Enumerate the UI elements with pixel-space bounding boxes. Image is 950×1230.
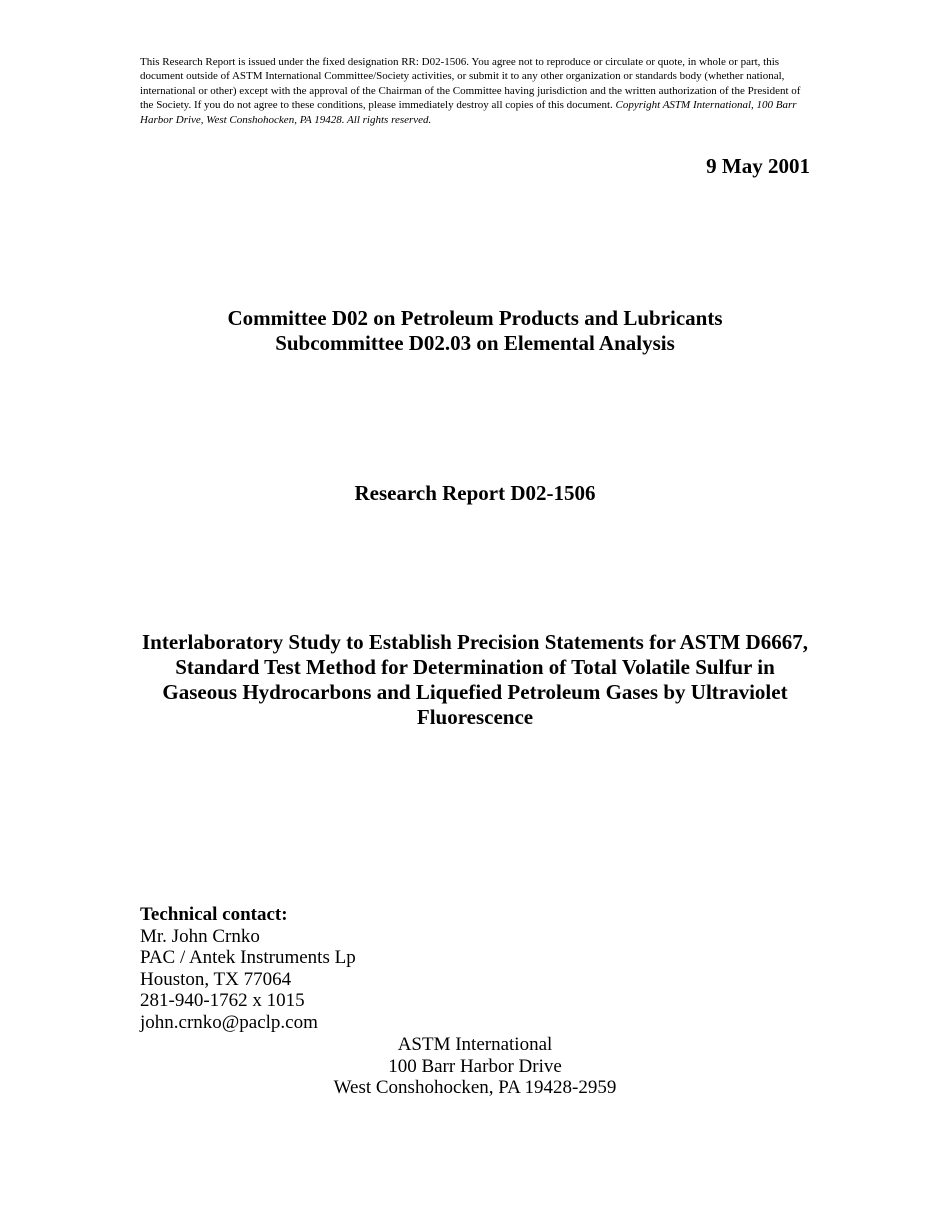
astm-street: 100 Barr Harbor Drive xyxy=(388,1055,562,1077)
contact-heading: Technical contact: xyxy=(140,904,288,925)
astm-address xyxy=(0,1034,950,1099)
report-number: Research Report D02-1506 xyxy=(354,481,596,505)
study-title: Interlaboratory Study to Establish Precision Statements for ASTM D6667, Standard Test Method for Determination of Total Volatile Sulfur in Gaseous Hydrocarbons and Liquefied Petroleum Gases by Ultraviolet Fluorescence xyxy=(142,630,808,729)
report-date: 9 May 2001 xyxy=(706,154,810,178)
subcommittee-name: Subcommittee D02.03 on Elemental Analysis xyxy=(275,331,675,355)
contact-city: Houston, TX 77064 xyxy=(140,968,292,990)
copyright-notice: Copyright ASTM International, 100 Barr Harbor Drive, West Conshohocken, PA 19428. All rights reserved. xyxy=(140,99,797,126)
astm-city: West Conshohocken, PA 19428-2959 xyxy=(333,1077,617,1098)
technical-contact xyxy=(140,904,356,1033)
contact-name: Mr. John Crnko xyxy=(140,925,260,947)
usage-notice-text: This Research Report is issued under the fixed designation RR: D02-1506. You agree not to reproduce or circulate or quote, in whole or part, this document outside of ASTM International Committee/Society activities, or submit it to any other organization or standards body (whether national, international or other) except with the approval of the Chairman of the Committee having jurisdiction and the written authorization of the President of the Society. If you do not agree to these conditions, please immediately destroy all copies of this document. xyxy=(140,56,801,112)
committee-name: Committee D02 on Petroleum Products and Lubricants xyxy=(227,306,723,330)
astm-org-name: ASTM International xyxy=(397,1034,553,1055)
contact-email: john.crnko@paclp.com xyxy=(140,1011,318,1033)
usage-notice xyxy=(140,55,810,127)
contact-phone: 281-940-1762 x 1015 xyxy=(140,990,305,1011)
committee-heading xyxy=(0,306,950,356)
contact-company: PAC / Antek Instruments Lp xyxy=(140,947,356,968)
